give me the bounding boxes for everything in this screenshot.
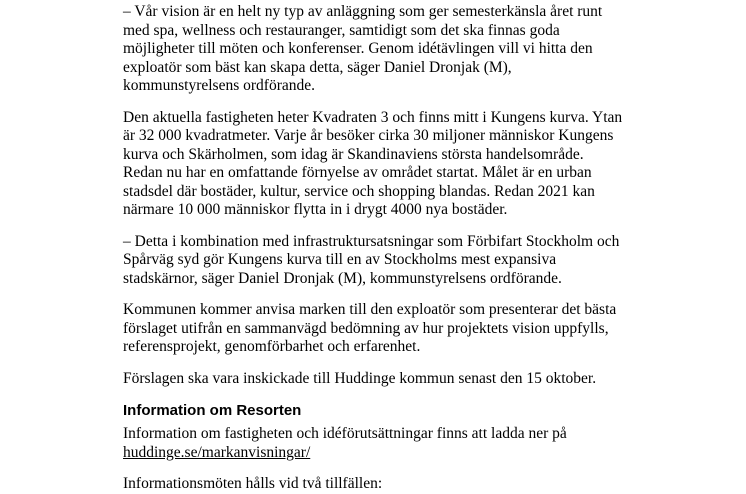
paragraph-deadline: Förslagen ska vara inskickade till Huddinge kommun senast den 15 oktober. bbox=[123, 369, 597, 387]
markanvisningar-link[interactable]: huddinge.se/markanvisningar/ bbox=[123, 443, 311, 461]
paragraph-download-info bbox=[123, 425, 623, 462]
download-info-text: Information om fastigheten och idéförutsättningar finns att ladda ner på bbox=[123, 425, 567, 442]
paragraph-property-facts: Den aktuella fastigheten heter Kvadraten 3 och finns mitt i Kungens kurva. Ytan är 32 000 kvadratmeter. Varje år besöker cirka 30 miljoner människor Kungens kurva och Skärholmen, som idag är Skandinaviens största handelsområde. Redan nu har en omfattande förnyelse av området startat. Målet är en urban stadsdel där bostäder, kultur, service och shopping blandas. Redan 2021 kan närmare 10 000 människor flytta in i drygt 4000 nya bostäder. bbox=[123, 108, 623, 218]
paragraph-vision-quote: – Vår vision är en helt ny typ av anläggning som ger semesterkänsla året runt med spa, wellness och restauranger, samtidigt som det ska finnas goda möjligheter till möten och konferenser. Genom idétävlingen vill vi hitta den exploatör som bäst kan skapa detta, säger Daniel Dronjak (M), kommunstyrelsens ordförande. bbox=[123, 3, 603, 94]
paragraph-information-meetings: Informationsmöten hålls vid två tillfällen: bbox=[123, 475, 383, 492]
section-heading-information-om-resorten: Information om Resorten bbox=[123, 402, 302, 419]
paragraph-land-allocation: Kommunen kommer anvisa marken till den exploatör som presenterar det bästa förslaget utifrån en sammanvägd bedömning av hur projektets vision uppfylls, referensprojekt, genomförbarhet och erfarenhet. bbox=[123, 301, 617, 355]
paragraph-infrastructure-quote: – Detta i kombination med infrastruktursatsningar som Förbifart Stockholm och Spårväg syd gör Kungens kurva till en av Stockholms mest expansiva stadskärnor, säger Daniel Dronjak (M), kommunstyrelsens ordförande. bbox=[123, 232, 620, 287]
press-release-page bbox=[123, 0, 623, 494]
